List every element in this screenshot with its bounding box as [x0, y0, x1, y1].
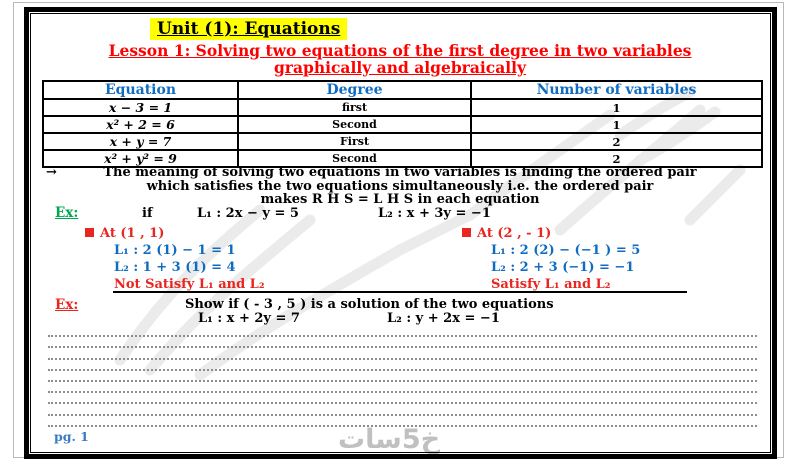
example2-eq1: L₁ : x + 2y = 7: [198, 311, 300, 326]
bullet-square-icon: [462, 228, 471, 237]
answer-line: [48, 326, 757, 337]
equations-table: [42, 80, 763, 168]
case1-line1: L₁ : 2 (1) − 1 = 1: [114, 243, 236, 258]
col-header-equation: Equation: [43, 81, 238, 99]
case1-title-text: At (1 , 1): [100, 226, 165, 241]
cell-variables: 1: [471, 99, 762, 116]
section-divider: [113, 291, 687, 293]
answer-line: [48, 360, 757, 371]
meaning-note: [0, 166, 800, 207]
table-row: [43, 133, 762, 150]
cell-equation: x² + 2 = 6: [43, 116, 238, 133]
arrow-icon: →: [46, 165, 57, 180]
answer-line: [48, 371, 757, 382]
lesson-title: [0, 42, 800, 76]
bullet-square-icon: [85, 228, 94, 237]
case2-title: [462, 226, 551, 241]
meaning-line2: which satisfies the two equations simultaneously i.e. the ordered pair: [146, 178, 654, 194]
lesson-title-line2: graphically and algebraically: [273, 58, 527, 77]
col-header-variables: Number of variables: [471, 81, 762, 99]
answer-line: [48, 382, 757, 393]
lesson-title-line1: Lesson 1: Solving two equations of the first degree in two variables: [108, 41, 692, 60]
answer-line: [48, 393, 757, 404]
case1-result: Not Satisfy L₁ and L₂: [114, 277, 265, 292]
cell-degree: Second: [238, 150, 471, 167]
cell-variables: 2: [471, 150, 762, 167]
cell-degree: First: [238, 133, 471, 150]
case1-title: [85, 226, 164, 241]
example1-eq1: L₁ : 2x − y = 5: [197, 206, 299, 221]
case2-line2: L₂ : 2 + 3 (−1) = −1: [491, 260, 635, 275]
example2-prompt: Show if ( - 3 , 5 ) is a solution of the two equations: [185, 297, 554, 312]
unit-title: Unit (1): Equations: [150, 18, 347, 40]
cell-degree: first: [238, 99, 471, 116]
case2-title-text: At (2 , - 1): [477, 226, 552, 241]
cell-variables: 1: [471, 116, 762, 133]
answer-line: [48, 404, 757, 415]
table-row: [43, 116, 762, 133]
example1-if: if: [142, 206, 153, 221]
example1-label: Ex:: [55, 205, 79, 221]
case2-result: Satisfy L₁ and L₂: [491, 277, 611, 292]
khamsat-watermark: خ5سات: [338, 424, 441, 455]
page-number-label: pg. 1: [54, 429, 89, 444]
meaning-line3: makes R H S = L H S in each equation: [260, 192, 540, 207]
cell-equation: x − 3 = 1: [43, 99, 238, 116]
case2-line1: L₁ : 2 (2) − (−1 ) = 5: [491, 243, 641, 258]
cell-equation: x² + y² = 9: [43, 150, 238, 167]
meaning-line1: The meaning of solving two equations in two variables is finding the ordered pair: [103, 165, 697, 180]
cell-variables: 2: [471, 133, 762, 150]
case1-line2: L₂ : 1 + 3 (1) = 4: [114, 260, 236, 275]
cell-equation: x + y = 7: [43, 133, 238, 150]
answer-line: [48, 416, 757, 427]
table-row: [43, 99, 762, 116]
col-header-degree: Degree: [238, 81, 471, 99]
answer-line: [48, 348, 757, 359]
answer-line: [48, 337, 757, 348]
table-header-row: [43, 81, 762, 99]
answer-lines-area: [48, 326, 757, 427]
example1-eq2: L₂ : x + 3y = −1: [378, 206, 491, 221]
cell-degree: Second: [238, 116, 471, 133]
example2-label: Ex:: [55, 297, 79, 313]
example2-eq2: L₂ : y + 2x = −1: [387, 311, 500, 326]
